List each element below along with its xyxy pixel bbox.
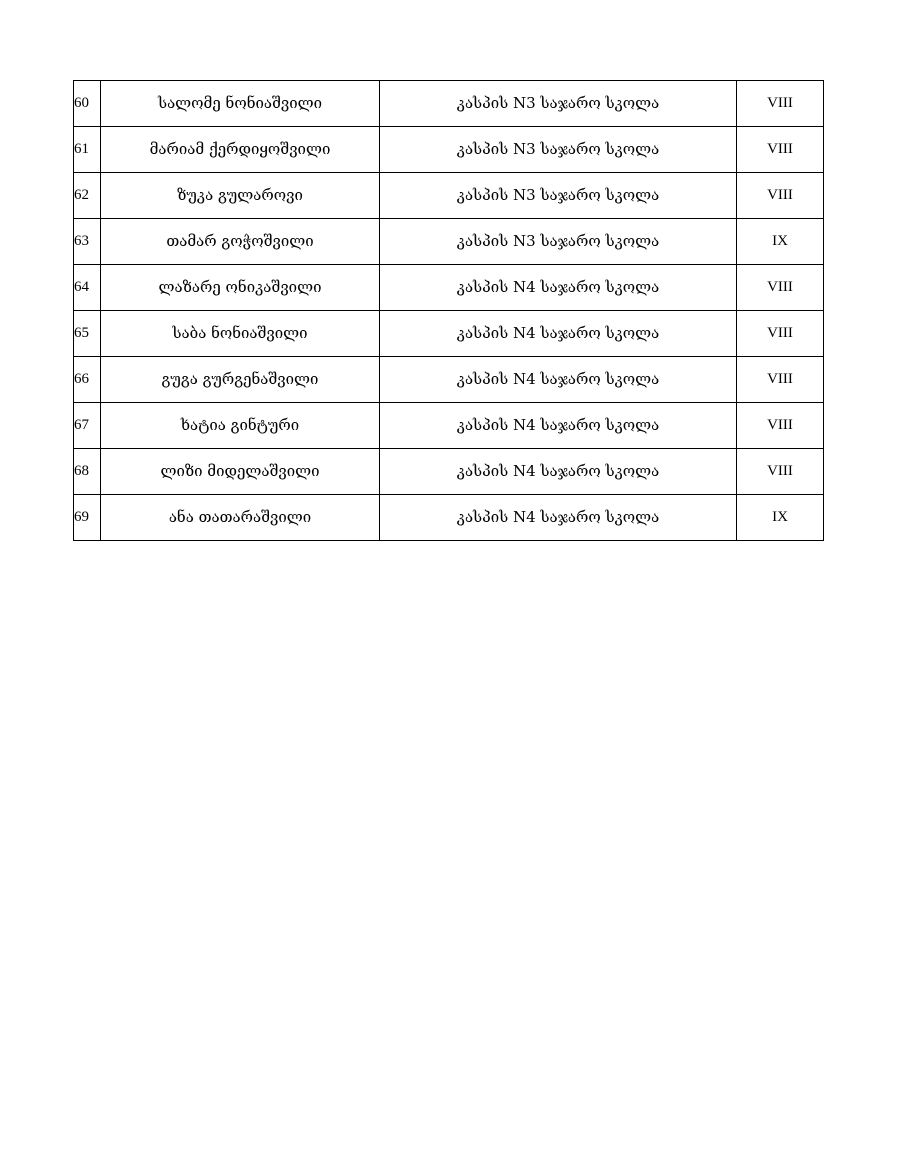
school-cell: კასპის N4 საჯარო სკოლა xyxy=(380,265,737,311)
grade-cell: IX xyxy=(737,495,824,541)
student-roster-table xyxy=(73,80,824,541)
student-name-cell: საბა ნონიაშვილი xyxy=(101,311,380,357)
school-cell: კასპის N3 საჯარო სკოლა xyxy=(380,81,737,127)
school-cell: კასპის N3 საჯარო სკოლა xyxy=(380,173,737,219)
row-number-cell: 60 xyxy=(74,81,101,127)
table-row xyxy=(74,357,824,403)
table-row xyxy=(74,173,824,219)
school-cell: კასპის N3 საჯარო სკოლა xyxy=(380,127,737,173)
student-name-cell: ლიზი მიდელაშვილი xyxy=(101,449,380,495)
table-row xyxy=(74,311,824,357)
student-name-cell: ანა თათარაშვილი xyxy=(101,495,380,541)
row-number-cell: 62 xyxy=(74,173,101,219)
student-name-cell: გუგა გურგენაშვილი xyxy=(101,357,380,403)
row-number-cell: 69 xyxy=(74,495,101,541)
student-name-cell: ხატია გინტური xyxy=(101,403,380,449)
row-number-cell: 63 xyxy=(74,219,101,265)
school-cell: კასპის N4 საჯარო სკოლა xyxy=(380,311,737,357)
row-number-cell: 66 xyxy=(74,357,101,403)
grade-cell: IX xyxy=(737,219,824,265)
grade-cell: VIII xyxy=(737,81,824,127)
grade-cell: VIII xyxy=(737,173,824,219)
grade-cell: VIII xyxy=(737,311,824,357)
grade-cell: VIII xyxy=(737,265,824,311)
row-number-cell: 61 xyxy=(74,127,101,173)
grade-cell: VIII xyxy=(737,127,824,173)
table-row xyxy=(74,81,824,127)
row-number-cell: 64 xyxy=(74,265,101,311)
student-name-cell: ლაზარე ონიკაშვილი xyxy=(101,265,380,311)
grade-cell: VIII xyxy=(737,357,824,403)
grade-cell: VIII xyxy=(737,449,824,495)
row-number-cell: 68 xyxy=(74,449,101,495)
student-name-cell: ზუკა გულაროვი xyxy=(101,173,380,219)
table-row xyxy=(74,495,824,541)
table-row xyxy=(74,449,824,495)
grade-cell: VIII xyxy=(737,403,824,449)
table-row xyxy=(74,127,824,173)
row-number-cell: 67 xyxy=(74,403,101,449)
table-row xyxy=(74,219,824,265)
school-cell: კასპის N4 საჯარო სკოლა xyxy=(380,495,737,541)
table-row xyxy=(74,403,824,449)
student-name-cell: მარიამ ქერდიყოშვილი xyxy=(101,127,380,173)
student-name-cell: თამარ გოჭოშვილი xyxy=(101,219,380,265)
school-cell: კასპის N4 საჯარო სკოლა xyxy=(380,357,737,403)
school-cell: კასპის N4 საჯარო სკოლა xyxy=(380,403,737,449)
school-cell: კასპის N3 საჯარო სკოლა xyxy=(380,219,737,265)
table-row xyxy=(74,265,824,311)
school-cell: კასპის N4 საჯარო სკოლა xyxy=(380,449,737,495)
student-name-cell: სალომე ნონიაშვილი xyxy=(101,81,380,127)
row-number-cell: 65 xyxy=(74,311,101,357)
